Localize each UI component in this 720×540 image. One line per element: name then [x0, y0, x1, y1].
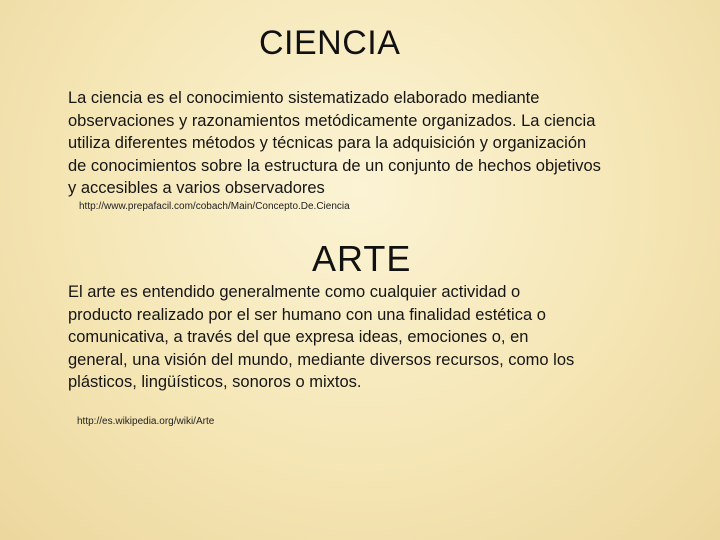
ciencia-line: observaciones y razonamientos metódicamente organizados. La ciencia: [68, 111, 596, 130]
ciencia-line: y accesibles a varios observadores: [68, 179, 325, 197]
ciencia-paragraph: [68, 87, 668, 200]
arte-line: comunicativa, a través del que expresa ideas, emociones o, en: [68, 328, 529, 346]
ciencia-title: CIENCIA: [259, 24, 401, 62]
ciencia-line: La ciencia es el conocimiento sistematizado elaborado mediante: [68, 89, 540, 107]
arte-source-link[interactable]: http://es.wikipedia.org/wiki/Arte: [77, 416, 215, 427]
arte-line: plásticos, lingüísticos, sonoros o mixtos.: [68, 373, 362, 391]
arte-line: El arte es entendido generalmente como cualquier actividad o: [68, 283, 521, 301]
arte-paragraph: [68, 281, 668, 394]
ciencia-line: de conocimientos sobre la estructura de un conjunto de hechos objetivos: [68, 156, 601, 175]
ciencia-line: utiliza diferentes métodos y técnicas para la adquisición y organización: [68, 134, 587, 152]
ciencia-source-link[interactable]: http://www.prepafacil.com/cobach/Main/Concepto.De.Ciencia: [79, 201, 350, 212]
arte-line: general, una visión del mundo, mediante diversos recursos, como los: [68, 350, 575, 369]
arte-line: producto realizado por el ser humano con una finalidad estética o: [68, 305, 546, 324]
arte-title: ARTE: [312, 238, 412, 279]
